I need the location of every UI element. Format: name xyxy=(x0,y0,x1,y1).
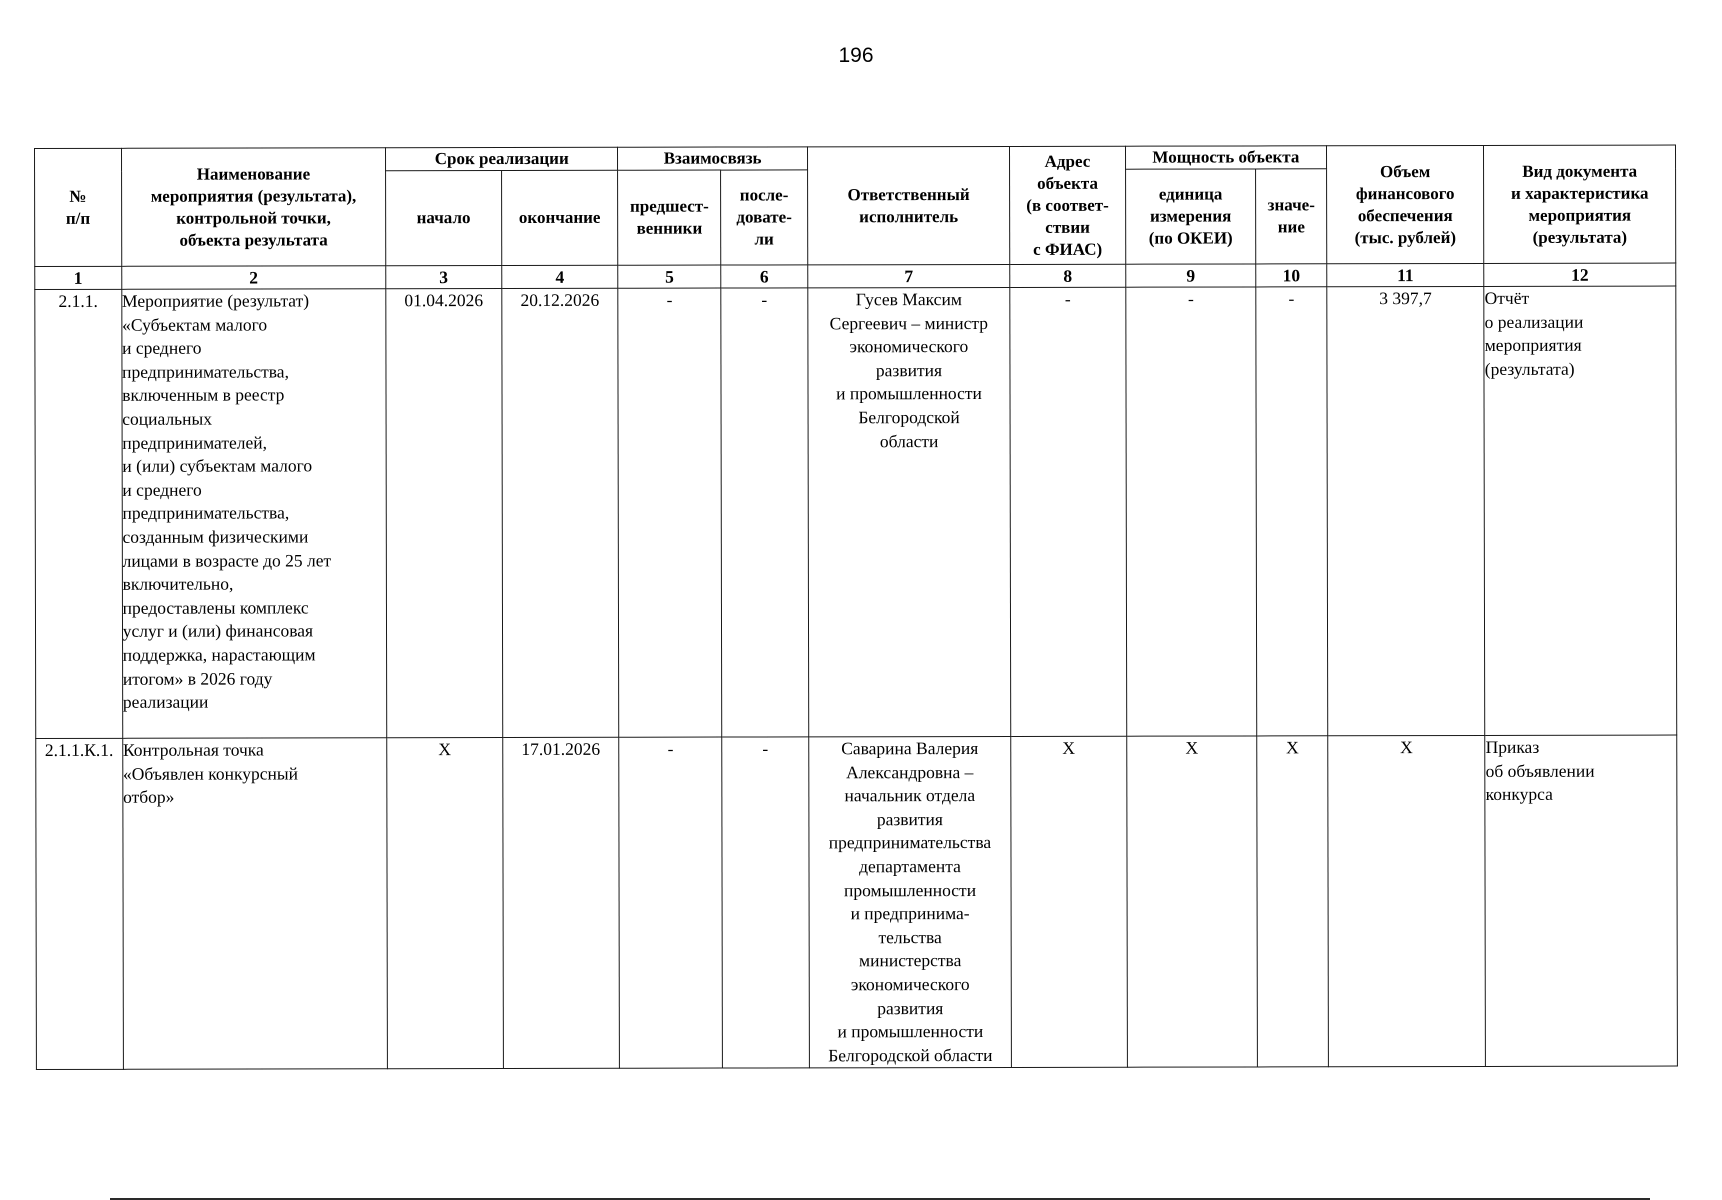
header-period-start: начало xyxy=(386,171,502,266)
column-number: 9 xyxy=(1125,264,1256,287)
header-capacity-group: Мощность объекта xyxy=(1125,146,1326,169)
row-predecessors: - xyxy=(619,737,722,1069)
header-funding: Объем финансового обеспечения (тыс. рублей) xyxy=(1326,145,1484,263)
row-responsible: Гусев Максим Сергеевич – министр экономического развития и промышленности Белгородской области xyxy=(808,287,1011,736)
row-value: X xyxy=(1257,736,1328,1067)
row-doc-type: Отчёт о реализации мероприятия (результата) xyxy=(1484,286,1677,735)
column-number: 6 xyxy=(721,265,808,288)
row-number: 2.1.1.К.1. xyxy=(36,738,123,1069)
column-number: 4 xyxy=(501,265,618,288)
header-capacity-value: значе- ние xyxy=(1256,169,1327,264)
row-predecessors: - xyxy=(618,288,722,737)
row-value: - xyxy=(1256,287,1328,736)
column-number: 2 xyxy=(121,266,385,290)
table-row xyxy=(36,735,1678,1070)
column-number: 3 xyxy=(386,266,502,289)
column-number: 8 xyxy=(1010,264,1126,287)
header-address: Адрес объекта (в соответ- ствии с ФИАС) xyxy=(1010,146,1126,264)
column-number: 11 xyxy=(1327,263,1484,286)
header-doc-type: Вид документа и характеристика мероприятия (результата) xyxy=(1484,145,1676,263)
table-row xyxy=(35,286,1677,738)
column-number: 7 xyxy=(808,264,1010,287)
row-successors: - xyxy=(722,737,809,1068)
row-successors: - xyxy=(721,288,809,737)
row-responsible: Саварина Валерия Александровна – начальник отдела развития предпринимательства департамента промышленности и предпринима- тельства министерства экономического развития и промышленности Белгородской области xyxy=(809,736,1012,1068)
column-number: 1 xyxy=(35,266,122,289)
row-end-date: 17.01.2026 xyxy=(502,737,619,1069)
header-period-group: Срок реализации xyxy=(386,147,618,170)
header-period-end: окончание xyxy=(501,170,618,265)
column-number: 12 xyxy=(1484,263,1676,286)
plan-table xyxy=(34,145,1678,1071)
row-end-date: 20.12.2026 xyxy=(501,288,619,737)
header-row-top xyxy=(35,145,1676,171)
column-number: 10 xyxy=(1256,264,1327,287)
header-link-group: Взаимосвязь xyxy=(618,147,808,170)
header-name: Наименование мероприятия (результата), контрольной точки, объекта результата xyxy=(121,148,386,267)
row-address: X xyxy=(1011,736,1127,1068)
header-num: № п/п xyxy=(35,148,122,266)
row-funding: X xyxy=(1328,735,1486,1067)
row-start-date: 01.04.2026 xyxy=(386,289,503,738)
header-link-succ: после- довате- ли xyxy=(721,170,808,265)
row-start-date: X xyxy=(387,738,503,1070)
row-name: Контрольная точка «Объявлен конкурсный отбор» xyxy=(122,738,387,1070)
row-doc-type: Приказ об объявлении конкурса xyxy=(1485,735,1677,1067)
row-address: - xyxy=(1010,287,1127,736)
header-capacity-unit: единица измерения (по ОКЕИ) xyxy=(1125,169,1256,264)
row-name: Мероприятие (результат) «Субъектам малого и среднего предпринимательства, включенным в реестр социальных предпринимателей, и (или) субъектам малого и среднего предпринимательства, созданным физическими лицами в возрасте до 25 лет включительно, предоставлены комплекс услуг и (или) финансовая поддержка, нарастающим итогом» в 2026 году реализации xyxy=(121,289,386,739)
row-number: 2.1.1. xyxy=(35,289,123,738)
header-link-pred: предшест- венники xyxy=(618,170,721,265)
page-number: 196 xyxy=(838,44,874,67)
row-funding: 3 397,7 xyxy=(1327,286,1485,735)
header-responsible: Ответственный исполнитель xyxy=(807,146,1010,264)
column-number-row xyxy=(35,263,1676,289)
row-unit: - xyxy=(1126,287,1258,736)
row-unit: X xyxy=(1126,736,1257,1068)
column-number: 5 xyxy=(618,265,721,288)
